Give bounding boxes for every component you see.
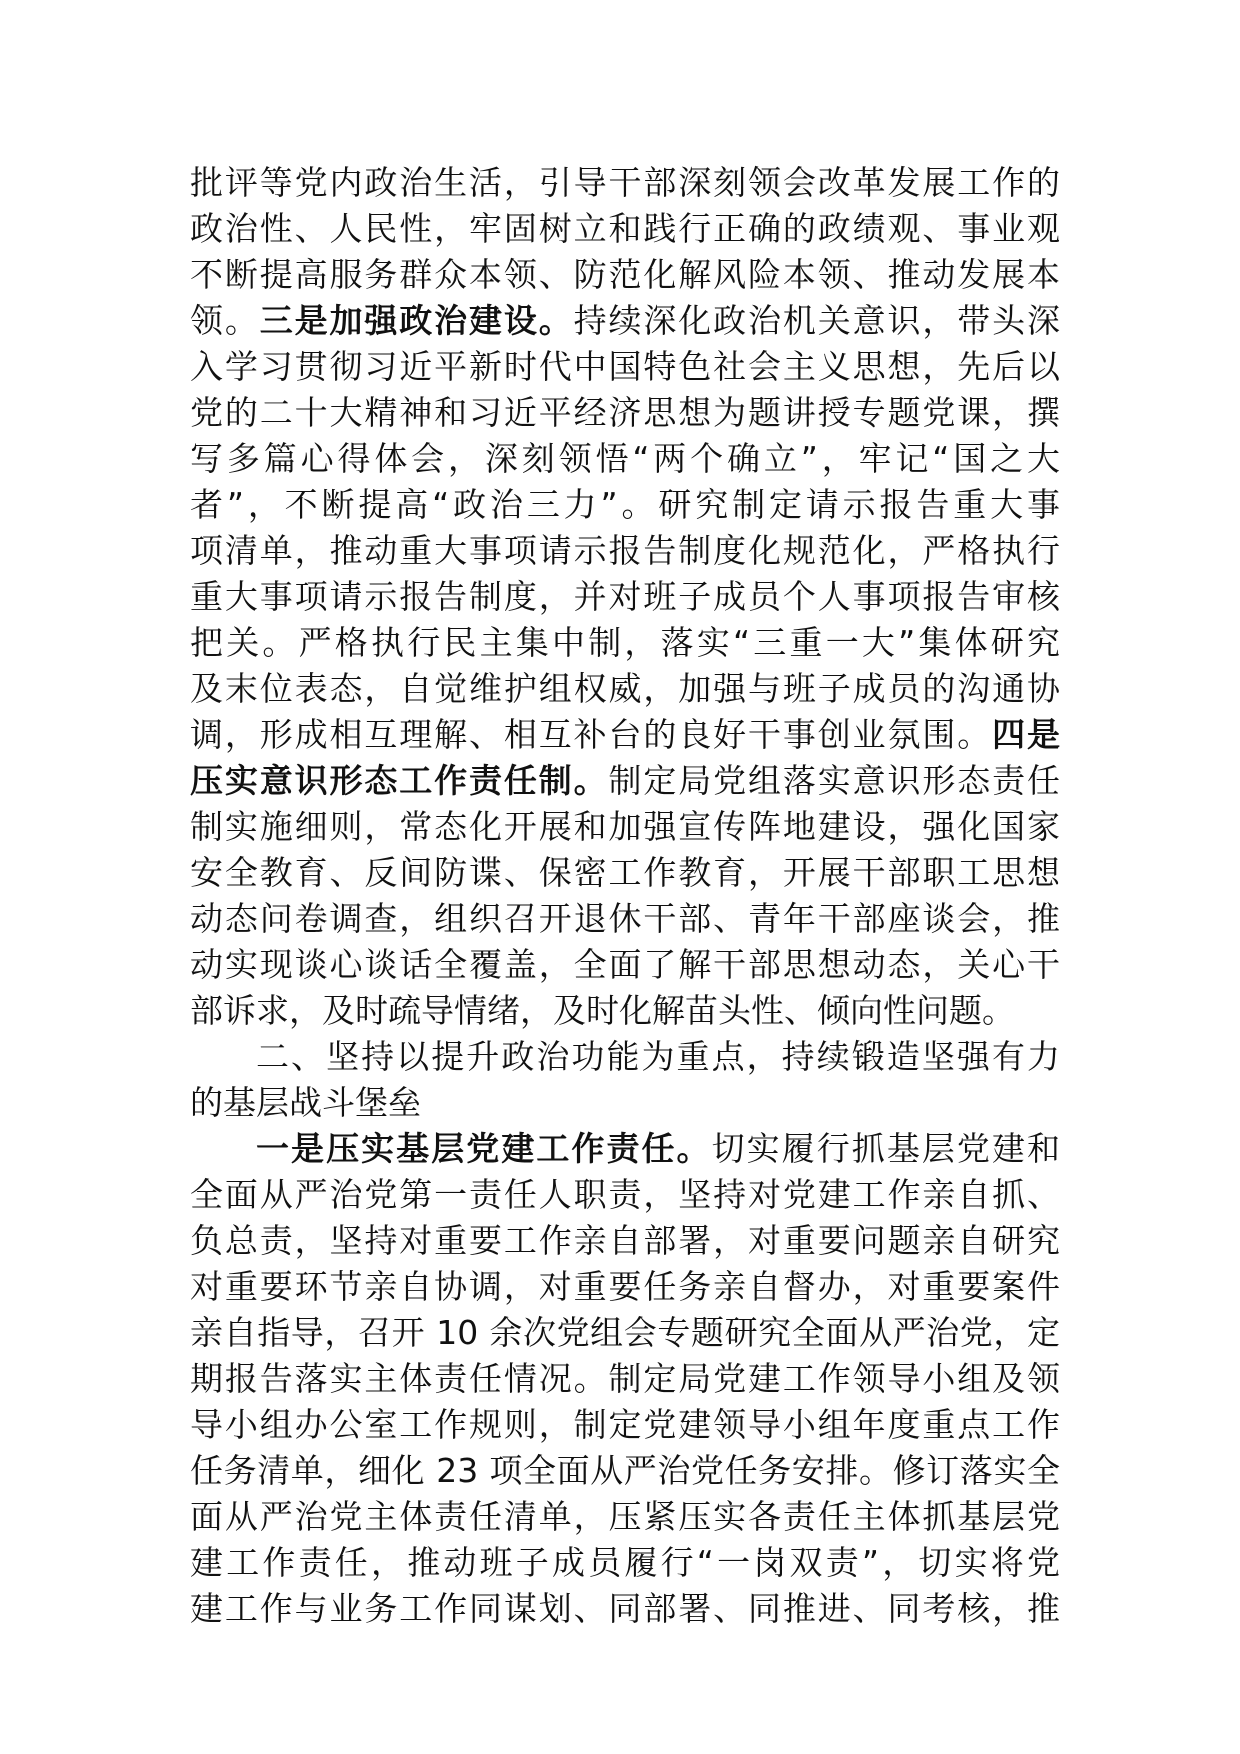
paragraph-line xyxy=(190,345,1060,389)
paragraph-line xyxy=(190,1403,1060,1447)
paragraph-line xyxy=(190,851,1060,895)
line-text: 面从严治党主体责任清单，压紧压实各责任主体抓基层党 xyxy=(190,1497,1060,1536)
line-text: 领。 xyxy=(190,301,260,340)
paragraph-line xyxy=(190,437,1060,481)
line-text: 及末位表态，自觉维护组权威，加强与班子成员的沟通协 xyxy=(190,669,1060,708)
paragraph-line xyxy=(190,1311,1060,1355)
line-text: 项清单，推动重大事项请示报告制度化规范化，严格执行 xyxy=(190,531,1060,570)
section-heading-line xyxy=(190,1081,1060,1125)
paragraph-line xyxy=(190,805,1060,849)
paragraph-line xyxy=(190,1357,1060,1401)
paragraph-line xyxy=(190,1219,1060,1263)
line-text: 把关。严格执行民主集中制，落实“三重一大”集体研究 xyxy=(190,623,1060,662)
paragraph-line xyxy=(190,989,1060,1033)
line-text: 调，形成相互理解、相互补台的良好干事创业氛围。 xyxy=(190,715,993,754)
paragraph-line xyxy=(190,1265,1060,1309)
paragraph-line xyxy=(256,1127,1060,1171)
line-text: 写多篇心得体会，深刻领悟“两个确立”，牢记“国之大 xyxy=(190,439,1060,478)
paragraph-line xyxy=(190,529,1060,573)
section-heading-text: 的基层战斗堡垒 xyxy=(190,1083,421,1122)
paragraph-line xyxy=(190,483,1060,527)
line-text: 任务清单，细化 23 项全面从严治党任务安排。修订落实全 xyxy=(190,1451,1060,1490)
paragraph-line xyxy=(190,207,1060,251)
paragraph-line xyxy=(190,391,1060,435)
paragraph-line xyxy=(190,621,1060,665)
line-text: 重大事项请示报告制度，并对班子成员个人事项报告审核 xyxy=(190,577,1060,616)
line-text: 政治性、人民性，牢固树立和践行正确的政绩观、事业观 xyxy=(190,209,1060,248)
paragraph-line xyxy=(190,759,1060,803)
paragraph-line xyxy=(190,1173,1060,1217)
line-text: 建工作与业务工作同谋划、同部署、同推进、同考核，推 xyxy=(190,1589,1060,1628)
line-text: 全面从严治党第一责任人职责，坚持对党建工作亲自抓、 xyxy=(190,1175,1060,1214)
line-text: 亲自指导，召开 10 余次党组会专题研究全面从严治党，定 xyxy=(190,1313,1060,1352)
line-text: 党的二十大精神和习近平经济思想为题讲授专题党课，撰 xyxy=(190,393,1060,432)
paragraph-line xyxy=(190,1587,1060,1631)
line-text: 导小组办公室工作规则，制定党建领导小组年度重点工作 xyxy=(190,1405,1060,1444)
paragraph-line xyxy=(190,1449,1060,1493)
paragraph-line xyxy=(190,1541,1060,1585)
line-text: 负总责，坚持对重要工作亲自部署，对重要问题亲自研究 xyxy=(190,1221,1060,1260)
paragraph-line xyxy=(190,713,1060,757)
line-text: 制实施细则，常态化开展和加强宣传阵地建设，强化国家 xyxy=(190,807,1060,846)
line-text: 动态问卷调查，组织召开退休干部、青年干部座谈会，推 xyxy=(190,899,1060,938)
paragraph-line xyxy=(190,299,1060,343)
line-text: 切实履行抓基层党建和 xyxy=(711,1129,1061,1168)
line-text: 期报告落实主体责任情况。制定局党建工作领导小组及领 xyxy=(190,1359,1060,1398)
bold-heading-text: 压实意识形态工作责任制。 xyxy=(190,761,609,800)
paragraph-line xyxy=(190,943,1060,987)
line-text: 部诉求，及时疏导情绪，及时化解苗头性、倾向性问题。 xyxy=(190,991,1015,1030)
paragraph-line xyxy=(190,161,1060,205)
line-text: 制定局党组落实意识形态责任 xyxy=(608,761,1060,800)
bold-heading-text: 一是压实基层党建工作责任。 xyxy=(256,1129,712,1168)
paragraph-line xyxy=(190,253,1060,297)
line-text: 安全教育、反间防谍、保密工作教育，开展干部职工思想 xyxy=(190,853,1060,892)
bold-heading-text: 四是 xyxy=(992,715,1060,754)
section-heading-text: 二、坚持以提升政治功能为重点，持续锻造坚强有力 xyxy=(256,1037,1060,1076)
section-heading-line xyxy=(256,1035,1060,1079)
line-text: 批评等党内政治生活，引导干部深刻领会改革发展工作的 xyxy=(190,163,1060,202)
paragraph-line xyxy=(190,897,1060,941)
paragraph-line xyxy=(190,575,1060,619)
paragraph-line xyxy=(190,667,1060,711)
line-text: 持续深化政治机关意识，带头深 xyxy=(573,301,1060,340)
line-text: 对重要环节亲自协调，对重要任务亲自督办，对重要案件 xyxy=(190,1267,1060,1306)
line-text: 不断提高服务群众本领、防范化解风险本领、推动发展本 xyxy=(190,255,1060,294)
line-text: 入学习贯彻习近平新时代中国特色社会主义思想，先后以 xyxy=(190,347,1060,386)
line-text: 者”，不断提高“政治三力”。研究制定请示报告重大事 xyxy=(190,485,1060,524)
line-text: 建工作责任，推动班子成员履行“一岗双责”，切实将党 xyxy=(190,1543,1060,1582)
bold-heading-text: 三是加强政治建设。 xyxy=(259,301,574,340)
line-text: 动实现谈心谈话全覆盖，全面了解干部思想动态，关心干 xyxy=(190,945,1060,984)
paragraph-line xyxy=(190,1495,1060,1539)
